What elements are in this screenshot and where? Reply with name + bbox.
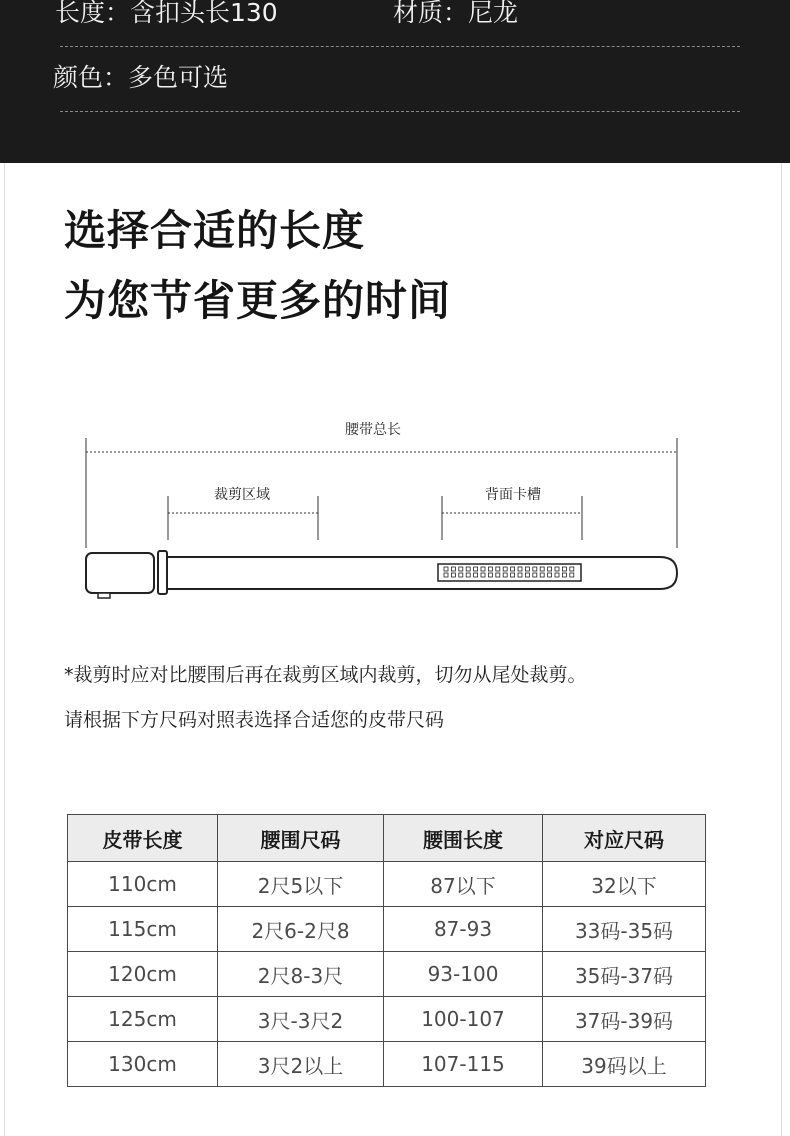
spec-material: 材质：尼龙 xyxy=(393,0,519,27)
ratchet-tooth xyxy=(503,567,507,571)
ratchet-tooth xyxy=(511,573,515,577)
total-length-label: 腰带总长 xyxy=(345,422,401,438)
header-belt-length: 皮带长度 xyxy=(68,815,218,862)
table-row xyxy=(68,862,706,907)
cell-belt-length: 120cm xyxy=(68,952,218,997)
cell-matching-size: 32以下 xyxy=(543,862,706,907)
cell-waist-length: 100-107 xyxy=(384,997,543,1042)
cell-belt-length: 130cm xyxy=(68,1042,218,1087)
ratchet-tooth xyxy=(555,573,559,577)
ratchet-tooth xyxy=(488,573,492,577)
cell-matching-size: 39码以上 xyxy=(543,1042,706,1087)
ratchet-tooth xyxy=(459,567,463,571)
table-intro: 请根据下方尺码对照表选择合适您的皮带尺码 xyxy=(64,709,445,731)
header-waist-length: 腰围长度 xyxy=(384,815,543,862)
spec-divider xyxy=(60,46,740,47)
page-border-right xyxy=(781,163,782,1136)
belt-keeper-loop xyxy=(158,551,167,594)
table-row xyxy=(68,1042,706,1087)
ratchet-tooth xyxy=(555,567,559,571)
ratchet-tooth xyxy=(518,567,522,571)
table-row xyxy=(68,907,706,952)
table-row xyxy=(68,952,706,997)
headline-line-2: 为您节省更多的时间 xyxy=(64,276,452,325)
ratchet-tooth xyxy=(562,567,566,571)
table-row xyxy=(68,997,706,1042)
ratchet-tooth xyxy=(570,573,574,577)
ratchet-tooth xyxy=(474,573,478,577)
header-waist-size: 腰围尺码 xyxy=(218,815,384,862)
ratchet-tooth xyxy=(548,573,552,577)
cut-zone-label: 裁剪区域 xyxy=(214,487,270,503)
cell-belt-length: 125cm xyxy=(68,997,218,1042)
ratchet-tooth xyxy=(562,573,566,577)
cell-waist-size: 2尺5以下 xyxy=(218,862,384,907)
ratchet-tooth xyxy=(496,573,500,577)
ratchet-tooth xyxy=(525,573,529,577)
ratchet-tooth xyxy=(533,573,537,577)
cell-waist-length: 93-100 xyxy=(384,952,543,997)
ratchet-tooth xyxy=(496,567,500,571)
size-chart-table xyxy=(67,814,706,1087)
ratchet-tooth xyxy=(451,567,455,571)
ratchet-tooth xyxy=(570,567,574,571)
ratchet-tooth xyxy=(444,573,448,577)
belt-buckle xyxy=(86,553,154,593)
ratchet-tooth xyxy=(548,567,552,571)
ratchet-tooth xyxy=(466,573,470,577)
ratchet-tooth xyxy=(444,567,448,571)
cell-matching-size: 37码-39码 xyxy=(543,997,706,1042)
cell-waist-size: 3尺-3尺2 xyxy=(218,997,384,1042)
back-slot-label: 背面卡槽 xyxy=(485,487,541,503)
headline-line-1: 选择合适的长度 xyxy=(64,206,366,255)
page-border-left xyxy=(4,163,5,1136)
cell-waist-size: 2尺6-2尺8 xyxy=(218,907,384,952)
ratchet-tooth xyxy=(503,573,507,577)
back-slot-ratchet xyxy=(438,564,581,581)
ratchet-tooth xyxy=(525,567,529,571)
ratchet-tooth xyxy=(540,567,544,571)
ratchet-tooth xyxy=(488,567,492,571)
ratchet-tooth xyxy=(481,573,485,577)
ratchet-tooth xyxy=(466,567,470,571)
spec-band xyxy=(0,0,790,163)
table-header-row xyxy=(68,815,706,862)
cell-waist-size: 3尺2以上 xyxy=(218,1042,384,1087)
ratchet-tooth xyxy=(511,567,515,571)
ratchet-tooth xyxy=(518,573,522,577)
cell-matching-size: 33码-35码 xyxy=(543,907,706,952)
cut-note: *裁剪时应对比腰围后再在裁剪区域内裁剪，切勿从尾处裁剪。 xyxy=(64,664,587,686)
cell-matching-size: 35码-37码 xyxy=(543,952,706,997)
cell-belt-length: 110cm xyxy=(68,862,218,907)
ratchet-tooth xyxy=(481,567,485,571)
header-matching-size: 对应尺码 xyxy=(543,815,706,862)
belt-diagram xyxy=(0,400,790,620)
buckle-clip xyxy=(98,593,110,598)
spec-length: 长度：含扣头长130 xyxy=(55,0,278,27)
cell-waist-length: 87-93 xyxy=(384,907,543,952)
ratchet-tooth xyxy=(533,567,537,571)
spec-divider xyxy=(60,111,740,112)
spec-color: 颜色：多色可选 xyxy=(53,63,229,92)
cell-waist-size: 2尺8-3尺 xyxy=(218,952,384,997)
cell-waist-length: 107-115 xyxy=(384,1042,543,1087)
ratchet-tooth xyxy=(474,567,478,571)
ratchet-tooth xyxy=(540,573,544,577)
ratchet-tooth xyxy=(459,573,463,577)
ratchet-tooth xyxy=(451,573,455,577)
belt-strap xyxy=(160,557,677,589)
cell-belt-length: 115cm xyxy=(68,907,218,952)
cell-waist-length: 87以下 xyxy=(384,862,543,907)
